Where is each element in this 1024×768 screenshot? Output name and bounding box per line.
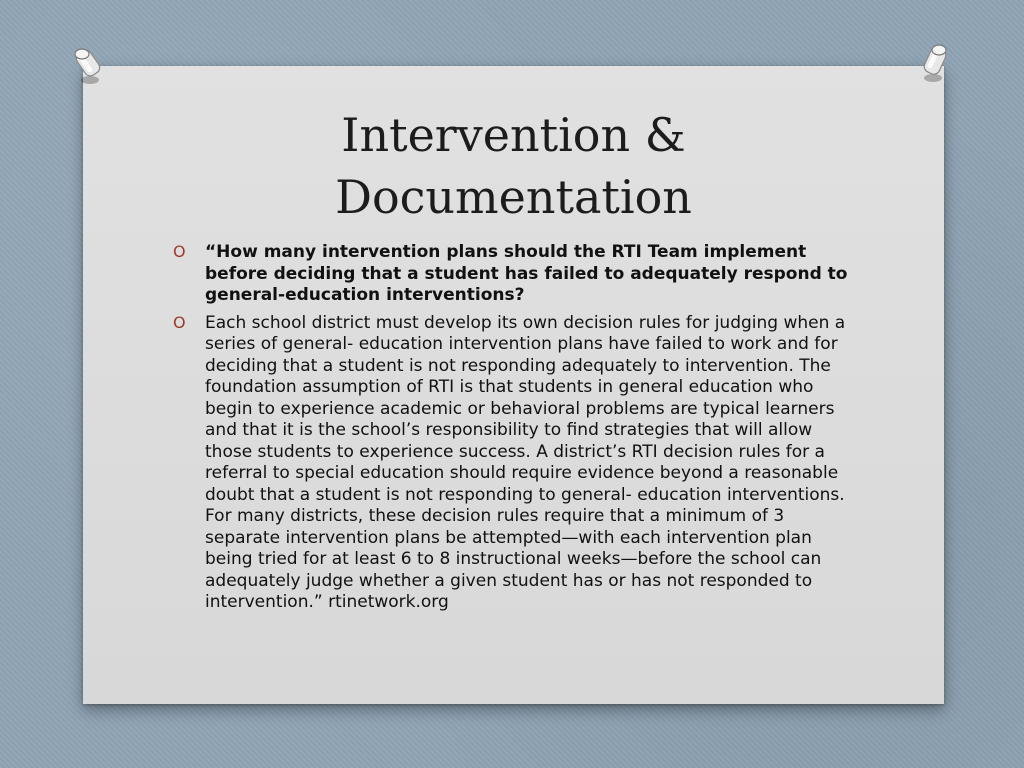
bullet-item-answer bbox=[173, 313, 853, 614]
push-pin-icon bbox=[66, 44, 110, 88]
slide-title-line-2: Documentation bbox=[335, 170, 692, 224]
bullet-marker-icon: O bbox=[173, 242, 186, 261]
slide-title-line-1: Intervention & bbox=[341, 108, 686, 162]
bullet-item-question bbox=[173, 242, 853, 307]
push-pin-icon bbox=[913, 40, 957, 84]
bullet-list bbox=[173, 242, 853, 620]
bullet-text-answer: Each school district must develop its own decision rules for judging when a series of general- education intervention plans have failed to work and for deciding that a student is not responding adequately to intervention. The foundation assumption of RTI is that students in general education who begin to experience academic or behavioral problems are typical learners and that it is the school’s responsibility to find strategies that will allow those students to experience success. A district’s RTI decision rules for a referral to special education should require evidence beyond a reasonable doubt that a student is not responding to general- education interventions. For many districts, these decision rules require that a minimum of 3 separate intervention plans be attempted—with each intervention plan being tried for at least 6 to 8 instructional weeks—before the school can adequately judge whether a given student has or has not responded to intervention.” rtinetwork.org bbox=[205, 312, 846, 612]
slide-card bbox=[83, 66, 944, 704]
bullet-text-question: “How many intervention plans should the RTI Team implement before deciding that a student has failed to adequately respond to general-education interventions? bbox=[205, 242, 848, 305]
bullet-marker-icon: O bbox=[173, 312, 186, 332]
slide-title bbox=[83, 104, 944, 228]
